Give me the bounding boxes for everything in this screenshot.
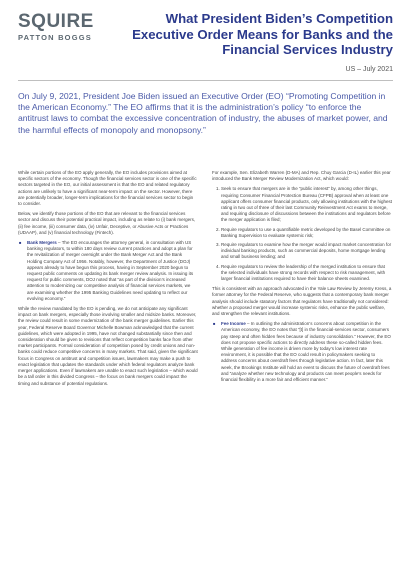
publication-date: US – July 2021 xyxy=(345,66,393,73)
header-divider xyxy=(18,80,393,81)
bullet-list xyxy=(18,240,198,302)
paragraph: For example, Sen. Elizabeth Warren (D-MA) and Rep. Chuy Garcia (D-IL) earlier this year introduced the Bank Merger Review Modernization Act, which would: xyxy=(212,170,391,182)
logo-line-2: PATTON BOGGS xyxy=(18,33,92,42)
list-item: 4. Require regulators to review the leadership of the merged institution to ensure that the selected individuals have strong records with respect to risk management, with larger financial institutions required to have their balance sheets examined. xyxy=(221,264,392,283)
paragraph: This is consistent with an approach advocated in the Yale Law Review by Jeremy Kress, a former attorney for the Federal Reserve, who suggests that a contemporary bank merger analysis should include statutory factors that regulators have traditionally not considered: whether a proposed merger would increase systemic risks, enhance the public welfare, and strengthen the relevant institutions. xyxy=(212,286,392,317)
numbered-list xyxy=(212,186,392,282)
list-item: 2. Require regulators to use a quantifiable metric developed by the Basel Committee on Banking Supervision to evaluate systemic risk; xyxy=(221,227,392,239)
intro-paragraph: On July 9, 2021, President Joe Biden issued an Executive Order (EO) “Promoting Competition in the American Economy.” The EO affirms that it is the administration’s policy “to enforce the antitrust laws to combat the excessive concentration of industry, the abuses of market power, and the harmful effects of monopoly and monopsony.” xyxy=(18,91,388,135)
bullet-heading: Fee Income xyxy=(221,321,246,327)
bullet-list xyxy=(212,321,392,383)
left-column xyxy=(18,170,198,391)
right-column xyxy=(212,170,392,387)
list-item-fee-income xyxy=(221,321,392,383)
list-item: 1. Seek to ensure that mergers are in the “public interest” by, among other things, requiring Consumer Financial Protection Bureau (CFPB) approval when at least one applicant offers consumer financial products, only allowing institutions with the highest rating in two out of three of their last Community Reinvestment Act exams to merge, and requiring disclosure of discussions between the institutions and regulators before the merger application is filed; xyxy=(221,186,392,223)
list-item: 3. Require regulators to examine how the merger would impact market concentration for individual banking products, such as commercial deposits, home mortgage lending and small business lending; and xyxy=(221,242,392,261)
logo-line-1: SQUIRE xyxy=(18,11,94,32)
bullet-heading: Bank Mergers xyxy=(27,240,57,246)
bullet-text: – In outlining the administration’s concerns about competition in the American economy, the EO notes that “[t] in the financial-services sector, consumers pay steep and often hidden fees because of industry consolidation.” However, the EO does not propose specific actions to directly address these so-called hidden fees. While generation of fee income is driven more by today’s low interest rate environment, it is possible that the EO could result in policymakers seeking to address concerns about overdraft fees through legislative action. In fact, later this week, the Brookings Institute will hold an event to discuss the future of overdraft fees and “analyze whether new technology and products can meet people’s needs for financial flexibility in a more fair and efficient manner.” xyxy=(221,321,391,383)
paragraph: While certain portions of the EO apply generally, the EO includes provisions aimed at specific sectors of the economy. Though the financial services sector is one of the specific sectors targeted in the EO, our initial assessment is that the EO and related regulatory actions are unlikely to have a significant near-term impact on the sector. However, there are potentially broader, longer-term implications for the financial services sector to begin to consider. xyxy=(18,170,197,207)
paragraph: Below, we identify those portions of the EO that are relevant to the financial services sector and discuss their potential practical impact, including as relate to (i) bank mergers, (ii) fee income, (iii) consumer data, (iv) Unfair, Deceptive, or Abusive Acts or Practices (UDAAP), and (v) financial technology (Fintech). xyxy=(18,211,196,235)
list-item-bank-mergers xyxy=(27,240,198,302)
company-logo xyxy=(18,12,94,42)
bullet-text: – The EO encourages the attorney general, in consultation with US banking regulators, to within 180 days review current practices and adopt a plan for the revitalization of merger oversight under the Bank Merger Act and the Bank Holding Company Act of 1956. Notably, however, the Department of Justice (DOJ) appears already to have begun this process, having in September 2020 begun to request public comments on updating its bank merger review analysis. In issuing its request for public comments, DOJ noted that “as part of the division’s increased attention to modernizing our competitive analysis of financial services markets, we are examining whether the 1995 Banking Guidelines need updating to reflect our evolving economy.” xyxy=(27,240,194,301)
page-title: What President Biden’s Competition Executive Order Means for Banks and the Financial Services Industry xyxy=(132,11,393,57)
paragraph: While the review mandated by the EO is pending, we do not anticipate any significant impact on bank mergers, especially those involving smaller and midsize banks. Moreover, the review could result in some modernization of the bank merger guidelines. Earlier this year, Federal Reserve Board Governor Michelle Bowman acknowledged that the current guidelines, which were adopted in 1995, have not changed substantially since then and consideration should be given to revisions that reflect competition banks face from other market participants. Formal consideration of competition posed by credit unions and non-banks could reduce competitive concerns in many markets. That said, given the significant focus in Congress on antitrust and competition issues, lawmakers may make a push to enact legislation that updates the standards under which federal regulators analyze bank merger applications. Even if lawmakers are unable to enact such legislation – which would be a tall order in this divided Congress – the focus on bank mergers could impact the timing and substance of potential regulations. xyxy=(18,306,198,386)
